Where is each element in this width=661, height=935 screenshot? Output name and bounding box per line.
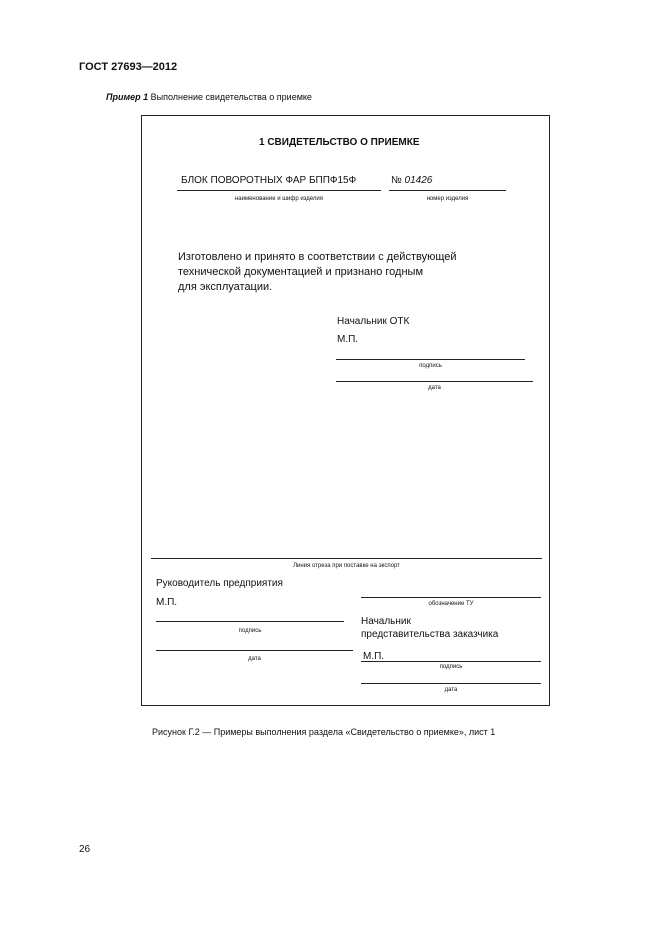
product-number-value: 01426 xyxy=(404,175,433,186)
otk-seal: М.П. xyxy=(337,334,359,345)
product-number-prefix: № xyxy=(391,175,402,186)
enterprise-head: Руководитель предприятия xyxy=(156,578,283,589)
product-name-line xyxy=(177,190,381,191)
product-name: БЛОК ПОВОРОТНЫХ ФАР БППФ15Ф xyxy=(181,175,357,186)
example-caption xyxy=(106,92,312,102)
customer-signature-caption: подпись xyxy=(439,664,463,670)
enterprise-seal: М.П. xyxy=(156,597,178,608)
statement-line-1: Изготовлено и принято в соответствии с действующей xyxy=(178,251,457,263)
enterprise-signature-caption: подпись xyxy=(238,628,262,634)
enterprise-date-caption: дата xyxy=(248,656,261,662)
otk-date-line xyxy=(336,381,533,382)
cut-line-caption: Линия отреза при поставке на экспорт xyxy=(293,563,400,569)
enterprise-date-line xyxy=(156,650,353,651)
standard-header: ГОСТ 27693—2012 xyxy=(79,61,178,73)
certificate-title: 1 СВИДЕТЕЛЬСТВО О ПРИЕМКЕ xyxy=(259,137,420,148)
otk-date-caption: дата xyxy=(428,385,441,391)
customer-date-line xyxy=(361,683,541,684)
product-number-line xyxy=(389,190,506,191)
statement-line-2: технической документацией и признано годным xyxy=(178,266,424,278)
statement-line-3: для эксплуатации. xyxy=(178,281,273,293)
enterprise-signature-line xyxy=(156,621,344,622)
customer-seal: М.П. xyxy=(363,651,385,662)
caption-product-number: номер изделия xyxy=(426,196,469,202)
otk-signature-line xyxy=(336,359,525,360)
cut-line xyxy=(151,558,542,559)
otk-signature-caption: подпись xyxy=(419,363,442,369)
product-number xyxy=(391,175,432,186)
otk-head: Начальник ОТК xyxy=(337,316,410,327)
example-label: Пример 1 xyxy=(106,92,149,102)
caption-product-name: наименование и шифр изделия xyxy=(234,196,324,202)
certificate-frame xyxy=(141,115,550,706)
tu-line xyxy=(361,597,541,598)
customer-signature-line xyxy=(361,661,541,662)
customer-head-line-1: Начальник xyxy=(361,616,411,627)
customer-date-caption: дата xyxy=(444,687,458,693)
example-text: Выполнение свидетельства о приемке xyxy=(150,92,312,102)
page-number: 26 xyxy=(79,844,91,855)
customer-head-line-2: представительства заказчика xyxy=(361,629,499,640)
tu-caption: обозначение ТУ xyxy=(428,601,474,607)
figure-caption: Рисунок Г.2 — Примеры выполнения раздела «Свидетельство о приемке», лист 1 xyxy=(152,727,496,737)
